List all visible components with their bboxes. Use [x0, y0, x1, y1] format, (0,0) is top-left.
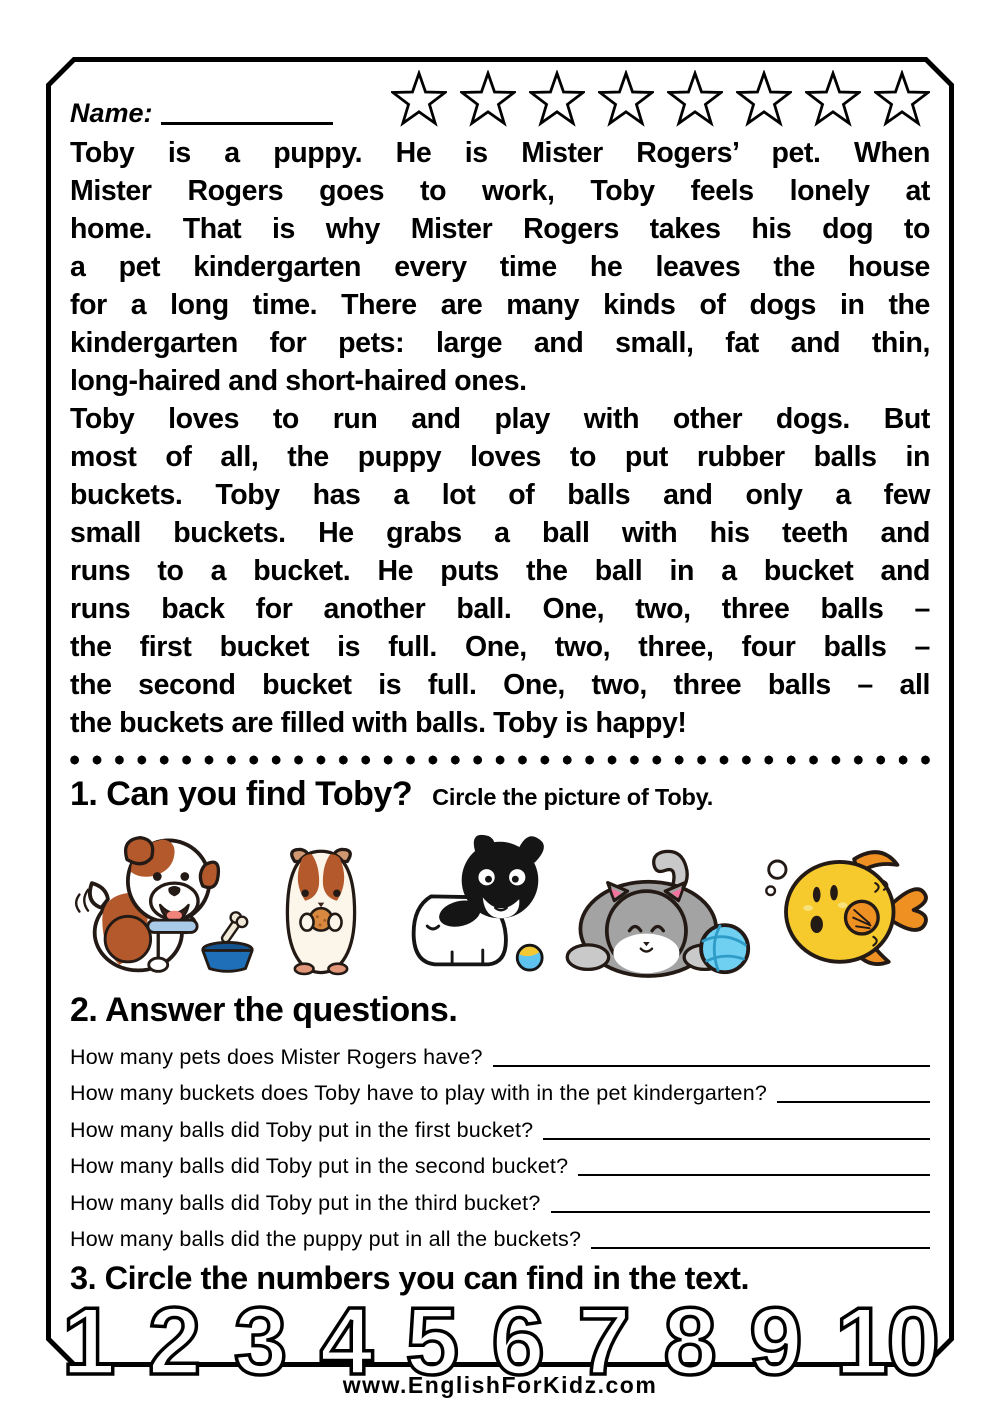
question-text: How many pets does Mister Rogers have? — [70, 1044, 483, 1069]
animal-pictures-row — [70, 822, 930, 980]
question-text: How many buckets does Toby have to play with in the pet kindergarten? — [70, 1081, 768, 1105]
answer-blank-line[interactable] — [493, 1065, 930, 1067]
passage-line: Toby loves to run and play with other dogs. But — [70, 403, 930, 435]
question-row — [70, 1183, 930, 1220]
question-text: How many balls did the puppy put in all the buckets? — [70, 1227, 582, 1251]
french-bulldog-picture[interactable] — [387, 830, 545, 980]
answer-blank-line[interactable] — [591, 1247, 930, 1249]
passage-line: the buckets are filled with balls. Toby is happy! — [70, 707, 687, 739]
reading-passage — [70, 134, 930, 742]
circle-number-2[interactable]: 2 — [147, 1288, 200, 1395]
circle-number-9[interactable]: 9 — [749, 1288, 801, 1395]
star-icon[interactable] — [667, 70, 723, 128]
passage-line: Mister Rogers goes to work, Toby feels lonely at — [70, 175, 930, 207]
passage-line: small buckets. He grabs a ball with his teeth and — [70, 517, 930, 549]
answer-blank-line[interactable] — [578, 1174, 930, 1176]
question-text: How many balls did Toby put in the first bucket? — [70, 1117, 534, 1142]
circle-number-10[interactable]: 10 — [835, 1288, 938, 1395]
fish-picture[interactable] — [762, 838, 930, 980]
answer-blank-line[interactable] — [777, 1101, 930, 1103]
star-icon[interactable] — [598, 70, 654, 128]
star-rating-row — [391, 70, 930, 128]
passage-line: buckets. Toby has a lot of balls and only a few — [70, 479, 930, 511]
star-icon[interactable] — [874, 70, 930, 128]
passage-line: long-haired and short-haired ones. — [70, 365, 527, 397]
star-icon[interactable] — [529, 70, 585, 128]
question3-title: 3. Circle the numbers you can find in the text. — [70, 1260, 749, 1296]
question-row — [70, 1037, 930, 1074]
circle-number-5[interactable]: 5 — [405, 1288, 458, 1395]
passage-line: runs back for another ball. One, two, three balls – — [70, 593, 930, 625]
cat-picture[interactable] — [554, 840, 752, 980]
name-blank-line[interactable] — [161, 120, 333, 125]
circle-number-7[interactable]: 7 — [577, 1288, 629, 1395]
circle-number-1[interactable]: 1 — [62, 1288, 114, 1395]
passage-line: runs to a bucket. He puts the ball in a bucket and — [70, 555, 930, 587]
passage-line: a pet kindergarten every time he leaves the house — [70, 251, 930, 283]
passage-line: the second bucket is full. One, two, three balls – all — [70, 669, 930, 701]
question-row — [70, 1110, 930, 1147]
passage-line: kindergarten for pets: large and small, fat and thin, — [70, 327, 930, 359]
star-icon[interactable] — [736, 70, 792, 128]
passage-line: Toby is a puppy. He is Mister Rogers’ pet. When — [70, 137, 930, 169]
passage-line: for a long time. There are many kinds of dogs in the — [70, 289, 930, 321]
question2-title: 2. Answer the questions. — [70, 991, 458, 1029]
question-text: How many balls did Toby put in the second bucket? — [70, 1154, 569, 1178]
star-icon[interactable] — [460, 70, 516, 128]
question1-title: 1. Can you find Toby? — [70, 775, 413, 813]
circle-number-3[interactable]: 3 — [233, 1288, 286, 1395]
answer-blank-line[interactable] — [543, 1138, 930, 1140]
star-icon[interactable] — [391, 70, 447, 128]
passage-line: the first bucket is full. One, two, three, four balls – — [70, 631, 930, 663]
question1-instruction: Circle the picture of Toby. — [432, 784, 714, 810]
circle-number-8[interactable]: 8 — [663, 1288, 715, 1395]
question-text: How many balls did Toby put in the third bucket? — [70, 1190, 541, 1215]
star-icon[interactable] — [805, 70, 861, 128]
name-label: Name: — [70, 98, 153, 128]
dotted-divider — [70, 755, 930, 765]
question-row — [70, 1074, 930, 1111]
question-row — [70, 1220, 930, 1257]
puppy-picture[interactable] — [70, 828, 255, 980]
passage-line: home. That is why Mister Rogers takes his dog to — [70, 213, 930, 245]
answer-blank-line[interactable] — [551, 1211, 930, 1213]
header-row — [70, 72, 930, 128]
footer-url: www.EnglishForKidz.com — [342, 1372, 658, 1398]
question1-heading — [70, 774, 930, 814]
passage-line: most of all, the puppy loves to put rubber balls in — [70, 441, 930, 473]
circle-number-4[interactable]: 4 — [319, 1288, 372, 1395]
questions-list — [70, 1037, 930, 1256]
question-row — [70, 1147, 930, 1184]
guinea-pig-picture[interactable] — [265, 842, 377, 980]
circle-number-6[interactable]: 6 — [491, 1288, 543, 1395]
